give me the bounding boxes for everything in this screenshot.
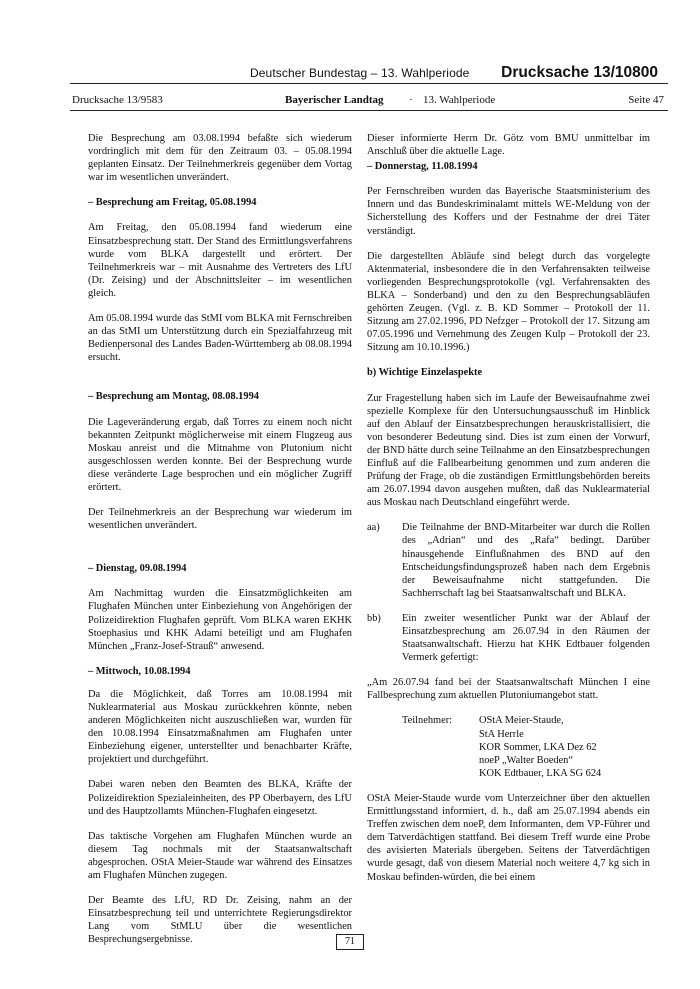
- paragraph: OStA Meier-Staude wurde vom Unterzeichner über den aktuellen Ermittlungsstand informiert, d. h., daß am 25.07.1994 abends ein Treffen zwischen dem noeP, dem Informanten, dem VP-Führer und dem Tatverdächtigen stattfand. Bei diesem Treff wurde eine Probe des avisierten Materials übergeben. Seitens der Tatverdächtigen wurde gesagt, daß von diesem Material noch weitere 4,7 kg sich in Moskau befinden-würden, die bei einem: [367, 792, 650, 883]
- paragraph: Am Freitag, den 05.08.1994 fand wiederum eine Einsatzbesprechung statt. Der Stand des Ermittlungsverfahrens wurde vom BLKA dargestellt und erörtert. Der Teilnehmerkreis war – mit Ausnahme des Vertreters des LfU (Dr. Zeising) und der Abschnittsleiter – im wesentlichen gleich.: [88, 222, 352, 299]
- running-header-secondary: [72, 94, 668, 110]
- running-header-top: [70, 64, 670, 82]
- paragraph: Zur Fragestellung haben sich im Laufe der Beweisaufnahme zwei spezielle Komplexe für den Untersuchungsausschuß im Hinblick auf den Ablauf der Einsatzbesprechungen herauskristallisiert, die von besonderer Bedeutung sind. Dies ist zum einen der Vorwurf, der BND hätte durch seine Teilnahme an den Einsatzbesprechungen Einfluß auf die Fallbearbeitung genommen und zum anderen die Prüfung der Frage, ob die zuständigen Ermittlungsbehörden bereits am 26.07.1994 davon ausgehen mußten, daß das Nuklearmaterial aus Moskau nach Deutschland eingeführt werde.: [367, 392, 650, 509]
- right-column: [367, 132, 650, 896]
- section-heading: – Besprechung am Freitag, 05.08.1994: [88, 197, 257, 209]
- paragraph: Am Nachmittag wurden die Einsatzmöglichkeiten am Flughafen München unter Einbeziehung von Angehörigen der Polizeidirektion Flughafen geprüft. Vom BLKA waren EKHK Stoephasius und KHK Adami beteiligt und am Flughafen München „Franz-Josef-Strauß“ anwesend.: [88, 588, 352, 652]
- paragraph: Dabei waren neben den Beamten des BLKA, Kräfte der Polizeidirektion Spezialeinheiten, des PP Oberbayern, des LfU und des Hauptzollamts München-Flughafen eingesetzt.: [88, 779, 352, 817]
- participants-list: [479, 714, 601, 779]
- header-rule: [70, 83, 668, 84]
- participant: StA Herrle: [479, 728, 524, 740]
- header-rule-secondary: [70, 110, 668, 111]
- list-label: bb): [367, 612, 381, 624]
- left-column: [88, 132, 352, 959]
- section-heading: – Mittwoch, 10.08.1994: [88, 665, 191, 677]
- quoted-note: „Am 26.07.94 fand bei der Staatsanwaltschaft München I eine Fallbesprechung zum aktuellen Plutoniumangebot statt.: [367, 677, 650, 702]
- participant: KOK Edtbauer, LKA SG 624: [479, 767, 602, 779]
- list-text: Die Teilnahme der BND-Mitarbeiter war durch die Rollen des „Adrian“ und des „Rafa“ bedingt. Darüber hinausgehende Einflußnahmen des BND auf den Entscheidungsfindungsprozeß haben nach dem Ergebnis der Beweisaufnahme nicht stattgefunden. Die Sachherrschaft lag bei Staatsanwaltschaft und BLKA.: [402, 522, 650, 599]
- participant: noeP „Walter Boeden“: [479, 754, 573, 766]
- participants-label: Teilnehmer:: [402, 715, 453, 727]
- list-label: aa): [367, 522, 380, 534]
- participant: OStA Meier-Staude,: [479, 715, 564, 727]
- subsection-heading: b) Wichtige Einzelaspekte: [367, 367, 483, 379]
- section-heading: – Donnerstag, 11.08.1994: [367, 161, 478, 173]
- paragraph: Der Beamte des LfU, RD Dr. Zeising, nahm an der Einsatzbesprechung teil und unterrichtete Regierungsdirektor Lang vom StMLU über die wesentlichen Besprechungsergebnisse.: [88, 895, 352, 946]
- secondary-document-number: Drucksache 13/9583: [72, 94, 163, 106]
- paragraph: Der Teilnehmerkreis an der Besprechung war wiederum im wesentlichen unverändert.: [88, 507, 352, 532]
- section-heading: – Besprechung am Montag, 08.08.1994: [88, 391, 259, 403]
- paragraph: Per Fernschreiben wurden das Bayerische Staatsministerium des Innern und das Bundeskriminalamt mittels WE-Meldung von der Sicherstellung des Koffers und der Festnahme der drei Täter verständigt.: [367, 186, 650, 237]
- page-number: 71: [336, 934, 364, 950]
- list-item-aa: [367, 521, 650, 600]
- paragraph: Da die Möglichkeit, daß Torres am 10.08.1994 mit Nuklearmaterial aus Moskau zurückkehren könnte, neben anderen Möglichkeiten nicht auszuschließen war, wurden für den 10.08.1994 Einsatzmaßnahmen am Flughafen unter Einbeziehung eigener, unterstellter und benachbarter Kräfte, projektiert und durchgeführt.: [88, 688, 352, 766]
- list-text: Ein zweiter wesentlicher Punkt war der Ablauf der Einsatzbesprechung am 26.07.94 in den Räumen der Staatsanwaltschaft. Hierzu hat KHK Edtbauer folgenden Vermerk gefertigt:: [402, 612, 650, 664]
- source-body: Bayerischer Landtag: [285, 94, 384, 106]
- list-item-bb: [367, 612, 650, 664]
- source-page: Seite 47: [628, 94, 664, 106]
- participants-block: [402, 714, 650, 779]
- participant: KOR Sommer, LKA Dez 62: [479, 741, 597, 753]
- separator-dot: ·: [409, 94, 413, 106]
- paragraph: Die Besprechung am 03.08.1994 befaßte sich wiederum vordringlich mit dem für den Zeitraum 03. – 05.08.1994 geplanten Einsatz. Der Teilnehmerkreis gegenüber dem Vortag war im wesentlichen unverändert.: [88, 133, 352, 184]
- paragraph: Dieser informierte Herrn Dr. Götz vom BMU unmittelbar im Anschluß über die aktuelle Lage.: [367, 133, 650, 158]
- paragraph: Am 05.08.1994 wurde das StMI vom BLKA mit Fernschreiben an das StMI um Unterstützung durch ein Spezialfahrzeug mit Bedienpersonal des Landes Baden-Württemberg ab 08.08.1994 ersucht.: [88, 313, 352, 364]
- paragraph: Die Lageveränderung ergab, daß Torres zu einem noch nicht bekannten Zeitpunkt möglicherweise mit einem Flugzeug aus Moskau anreist und die Mitnahme von Plutonium nicht ausgeschlossen werden konnte. Bei der Besprechung wurde diese veränderte Lage besprochen und ein möglicher Zugriff erörtert.: [88, 416, 352, 493]
- paragraph: Die dargestellten Abläufe sind belegt durch das vorgelegte Aktenmaterial, insbesondere die in den Verfahrensakten teilweise vorliegenden Besprechungsprotokolle (vgl. Verfahrensakten des BLKA – Sonderband) und den zu den Besprechungsabläufen gehörten Zeugen. (Vgl. z. B. KD Sommer – Protokoll der 11. Sitzung am 27.02.1996, PD Nefzger – Protokoll der 17. Sitzung am 07.05.1996 und Vernehmung des Zeugen Kulp – Protokoll der 23. Sitzung am 10.10.1996.): [367, 250, 650, 354]
- parliament-period: Deutscher Bundestag – 13. Wahlperiode: [250, 66, 470, 80]
- section-heading: – Dienstag, 09.08.1994: [88, 563, 187, 575]
- paragraph: Das taktische Vorgehen am Flughafen München wurde an diesem Tag nochmals mit der Staatsanwaltschaft abgesprochen. OStA Meier-Staude war während des Einsatzes am Flughafen München zugegen.: [88, 830, 352, 882]
- document-number: Drucksache 13/10800: [501, 64, 658, 81]
- source-period: 13. Wahlperiode: [423, 94, 496, 106]
